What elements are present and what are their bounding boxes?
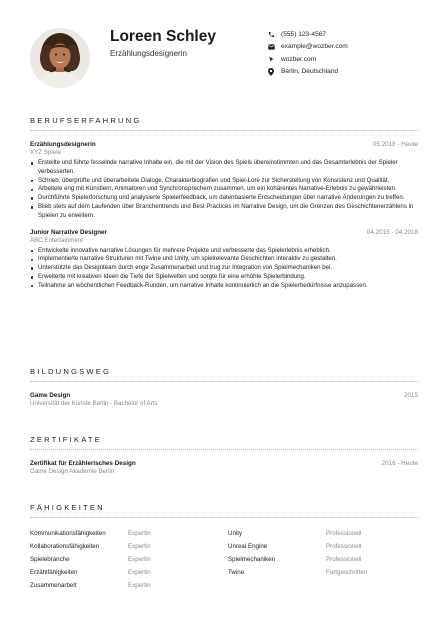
contact-website [268,53,438,66]
job-role: Junior Narrative Designer [30,228,107,236]
job-entry [30,229,418,291]
skill-level: Expertin [128,543,151,550]
contact-phone [268,28,438,41]
certificate-issuer: Game Design Akademie Berlin [30,468,115,475]
skill-item [228,527,418,540]
skill-item [30,579,220,592]
list-item: Schrieb, überprüfte und überarbeitete Dialoge, Charakterbiografien und Spiel-Lore zur Sicherstellung von Konsistenz und Qualität. [30,177,418,186]
contact-email-text[interactable]: example@wozber.com [281,43,348,51]
education-section [30,367,418,407]
link-icon [268,56,281,63]
list-item: Arbeitete eng mit Künstlern, Animatoren und Synchronsprechern zusammen, um ein kohärentes Narrative-Erlebnis zu gewährleisten. [30,185,418,194]
skill-name: Zusammenarbeit [30,582,77,589]
skill-level: Expertin [128,582,151,589]
skill-name: Kommunikationsfähigkeiten [30,530,106,537]
education-degree: Game Design [30,392,71,399]
section-divider [30,381,418,382]
section-title-skills: FÄHIGKEITEN [30,503,105,512]
skill-item [30,553,220,566]
list-item: Teilnahme an wöchentlichen Feedback-Runden, um narrative Inhalte kontinuierlich an die Spielerbedürfnisse anzupassen. [30,282,418,291]
skill-level: Professionell [326,530,362,537]
job-date: 05.2018 - Heute [372,141,418,148]
skill-level: Expertin [128,530,151,537]
job-header [30,141,418,148]
job-company: ABC Entertainment [30,236,83,244]
education-header [30,392,418,399]
candidate-job-title: Erzählungsdesignerin [110,49,187,58]
skill-name: Erzählfähigkeiten [30,569,78,576]
skill-name: Unity [228,530,243,537]
skill-name: Spielmechaniken [228,556,276,563]
profile-photo [30,28,90,88]
list-item: Durchführte Spielerforschung und analysierte Spielerfeedback, um datenbasierte Entscheidungen über narrative Änderungen zu treffen. [30,194,418,203]
job-company: XYZ Spiele [30,149,61,156]
skills-column-right [228,527,418,579]
skills-column-left [30,527,220,592]
contact-phone-text[interactable]: (555) 123-4567 [281,30,327,38]
location-pin-icon [268,68,281,76]
skills-section [30,503,418,518]
candidate-name: Loreen Schley [110,28,216,45]
job-header [30,229,418,236]
contact-list [268,28,438,78]
list-item: Erweiterte mit kreativen Ideen die Tiefe der Spielwelten und sorgte für eine erhöhte Spielerbindung. [30,273,418,282]
job-bullets [30,159,418,221]
envelope-icon [268,44,281,50]
skill-level: Expertin [128,556,151,563]
skill-level: Professionell [326,543,362,550]
list-item: Entwickelte innovative narrative Lösungen für mehrere Projekte und verbesserte das Spielerlebnis erheblich. [30,247,418,256]
skill-item [228,566,418,579]
section-divider [30,517,418,518]
contact-website-text[interactable]: wozber.com [281,55,317,63]
skill-level: Fortgeschritten [326,569,368,576]
skill-item [228,553,418,566]
job-bullets [30,247,418,291]
job-role: Erzählungsdesignerin [30,141,96,148]
section-divider [30,449,418,450]
contact-location [268,66,438,79]
skill-item [30,566,220,579]
skill-item [30,527,220,540]
job-date: 04.2015 - 04.2018 [366,228,418,236]
list-item: Erstellte und führte fesselnde narrative Inhalte ein, die mit der Vision des Spiels übereinstimmten und das Gesamterlebnis der Spieler verbesserten. [30,159,418,177]
list-item: Blieb stets auf dem Laufenden über Branchentrends und Best Practices im Narrative Design, um die Grenzen des Geschichtenerzählens in Spielen zu erweitern. [30,203,418,221]
skill-name: Kollaborationsfähigkeiten [30,543,100,550]
skill-name: Twine [228,569,245,576]
contact-email [268,41,438,54]
resume-header [0,0,448,102]
section-title-certificates: ZERTIFIKATE [30,435,103,444]
education-date: 2015 [403,392,418,399]
phone-icon [268,31,281,38]
avatar [30,28,90,88]
skill-item [228,540,418,553]
education-institution: Universität der Künste Berlin - Bachelor of Arts [30,400,158,407]
certificates-section [30,435,418,475]
contact-location-text: Berlin, Deutschland [281,68,339,76]
certificate-header [30,460,418,467]
certificate-date: 2016 - Heute [381,460,418,467]
skill-level: Expertin [128,569,151,576]
certificate-name: Zertifikat für Erzählerisches Design [30,460,136,467]
certificate-entry [30,460,418,475]
skill-level: Professionell [326,556,362,563]
skill-name: Spielebranche [30,556,70,563]
section-title-experience: BERUFSERFAHRUNG [30,116,142,125]
job-entry [30,141,418,221]
experience-section [30,116,418,291]
skill-name: Unreal Engine [228,543,268,550]
section-title-education: BILDUNGSWEG [30,367,112,376]
section-divider [30,130,418,131]
list-item: Implementierte narrative Strukturen mit Twine und Unity, um spielrelevante Geschichten interaktiv zu gestalten. [30,255,418,264]
education-entry [30,392,418,407]
list-item: Unterstützte das Designteam durch enge Zusammenarbeit und trug zur Integration von Spielmechaniken bei. [30,264,418,273]
skill-item [30,540,220,553]
